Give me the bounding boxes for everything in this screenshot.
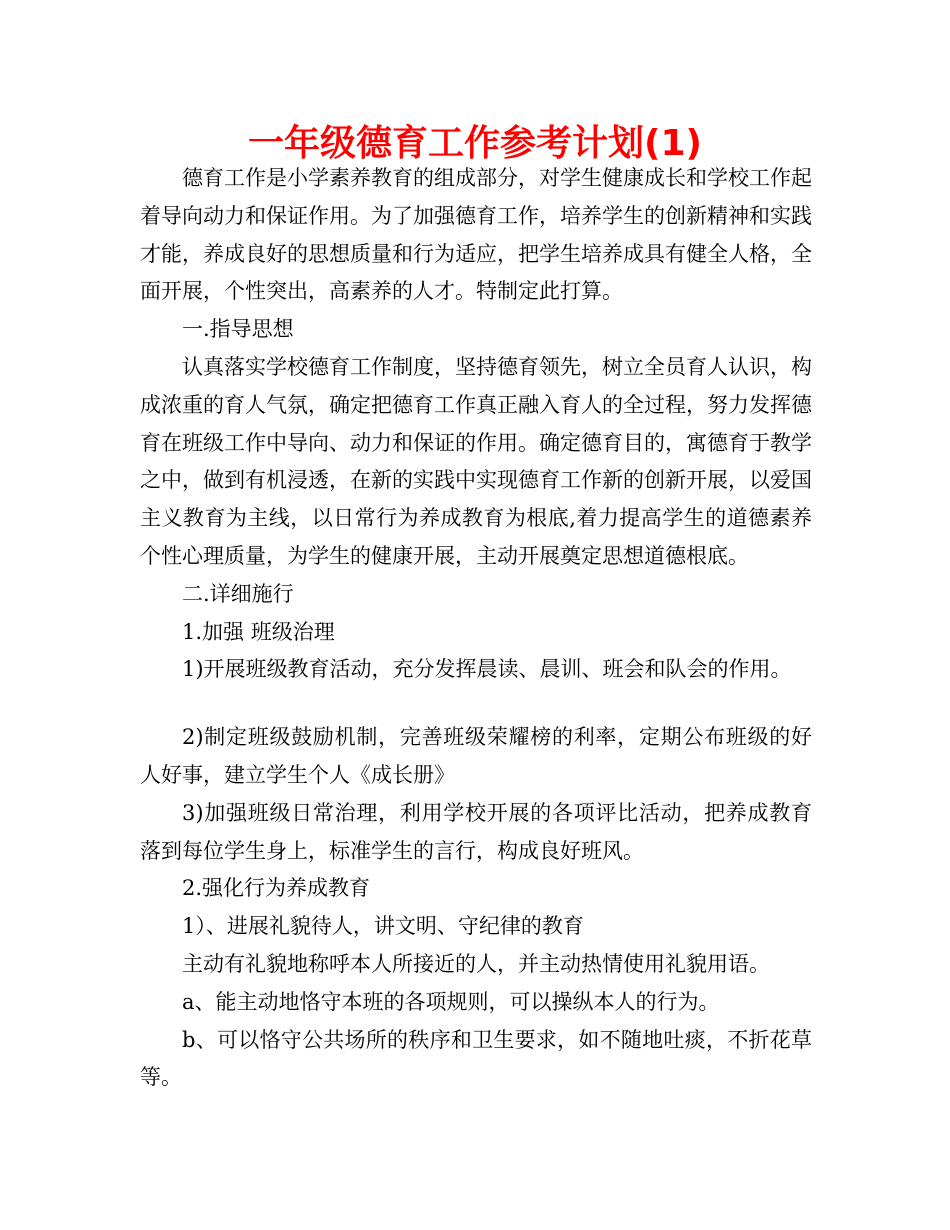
list-item-daily-management: 3)加强班级日常治理，利用学校开展的各项评比活动，把养成教育落到每位学生身上，标准学生的言行，构成良好班风。 [140,800,812,863]
list-item-a: a、能主动地恪守本班的各项规则，可以操纵本人的行为。 [182,989,720,1014]
document-title: 一年级德育工作参考计划(1) [248,123,702,164]
paragraph-guiding-thought: 认真落实学校德育工作制度，坚持德育领先，树立全员育人认识，构成浓重的育人气氛，确定把德育工作真正融入育人的全过程，努力发挥德育在班级工作中导向、动力和保证的作用。确定德育目的，寓德育于教学之中，做到有机浸透，在新的实践中实现德育工作新的创新开展，以爱国主义教育为主线，以日常行为养成教育为根底,着力提高学生的道德素养个性心理质量，为学生的健康开展，主动开展奠定思想道德根底。 [140,354,812,568]
paragraph-courtesy: 主动有礼貌地称呼本人所接近的人，并主动热情使用礼貌用语。 [182,951,770,976]
subheading-class-management: 1.加强 班级治理 [182,619,335,644]
paragraph-intro: 德育工作是小学素养教育的组成部分，对学生健康成长和学校工作起着导向动力和保证作用。为了加强德育工作，培养学生的创新精神和实践才能，养成良好的思想质量和行为适应，把学生培养成具有健全人格，全面开展，个性突出，高素养的人才。特制定此打算。 [140,166,812,304]
document-body [140,160,812,1097]
section-heading-implementation: 二.详细施行 [182,581,294,606]
subheading-behavior-education: 2.强化行为养成教育 [182,876,371,901]
list-item-class-activities: 1)开展班级教育活动，充分发挥晨读、晨训、班会和队会的作用。 [182,657,792,682]
list-item-incentive-mechanism: 2)制定班级鼓励机制，完善班级荣耀榜的利率，定期公布班级的好人好事，建立学生个人《成长册》 [140,725,812,787]
section-heading-guiding-thought: 一.指导思想 [182,317,294,342]
list-item-courtesy-education: 1）、进展礼貌待人，讲文明、守纪律的教育 [182,914,584,939]
list-item-b: b、可以恪守公共场所的秩序和卫生要求，如不随地吐痰，不折花草等。 [140,1027,812,1090]
